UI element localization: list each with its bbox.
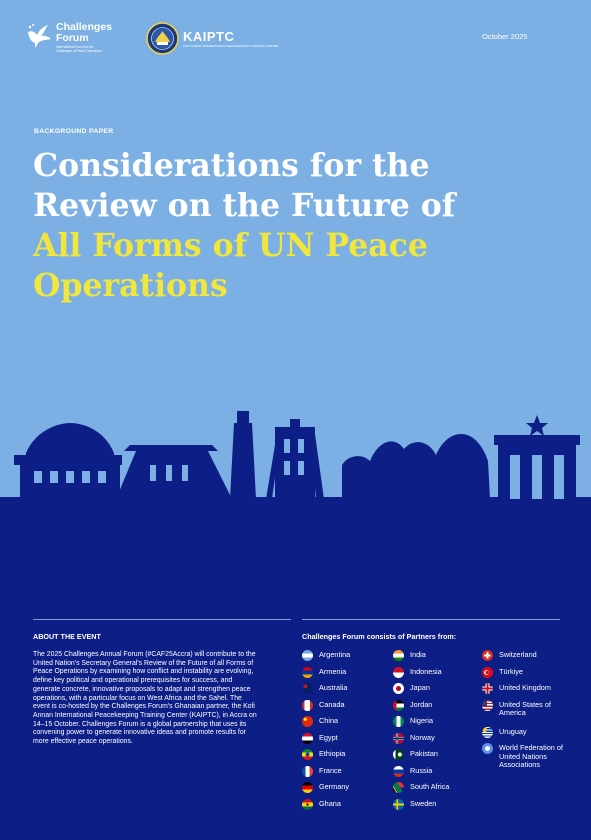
partner-item [302,650,350,667]
partner-name: Pakistan [410,749,438,758]
china-flag-icon [302,716,313,727]
russia-flag-icon [393,766,404,777]
partner-item [482,683,565,700]
title-line-4: Operations [33,267,228,304]
partner-name: Canada [319,699,345,709]
partner-item [393,667,449,684]
un-emblem-icon [482,743,493,754]
partner-item [302,782,350,799]
partner-item [393,749,449,766]
partners-column-3 [482,650,565,779]
germany-flag-icon [302,782,313,793]
partner-name: Switzerland [499,650,537,659]
brand-line-1: Challenges [56,21,113,33]
kaiptc-seal-icon [146,22,179,55]
canada-flag-icon [302,700,313,711]
partner-item [393,650,449,667]
dove-icon [26,22,52,50]
partner-name: United States of America [499,699,551,718]
partners-column-2 [393,650,449,815]
pakistan-flag-icon [393,749,404,760]
united-states-flag-icon [482,700,493,711]
partner-item [302,716,350,733]
france-flag-icon [302,766,313,777]
partner-name: China [319,716,339,725]
united-kingdom-flag-icon [482,683,493,694]
partner-item [302,749,350,766]
partner-name: Argentina [319,650,351,659]
partner-name: Sweden [410,798,437,808]
partner-item [393,782,449,799]
title-line-3: All Forms of UN Peace [33,227,428,264]
partner-name: Egypt [319,732,338,742]
armenia-flag-icon [302,667,313,678]
about-body: The 2025 Challenges Annual Forum (#CAF25Accra) will contribute to the United Nation's Secretary General's Review of the Future of all Forms of Peace Operations by examining how conflict and instability are evolving, define key political and operational prerequisites for success, and generate concrete, innovative proposals to adapt and strengthen peace operations, with a particular focus on West Africa and the Sahel. The event is co-hosted by the Challenges Forum's Ghanaian partner, the Kofi Annan International Peacekeeping Training Center (KAIPTC), in Accra on 14–15 October. Challenges Forum is a global partnership that uses its convening power to generate innovative ideas and promote results for more effective peace operations. [33,651,257,746]
partner-name: Norway [410,732,435,742]
section-divider-right [302,619,560,620]
jordan-flag-icon [393,700,404,711]
partner-item [482,727,565,744]
partner-item [482,667,565,684]
partner-item [393,716,449,733]
partner-item [302,766,350,783]
partners-column-1 [302,650,350,815]
switzerland-flag-icon [482,650,493,661]
partner-name: World Federation of United Nations Associations [499,743,563,770]
india-flag-icon [393,650,404,661]
partner-item [302,733,350,750]
kaiptc-wordmark: KAIPTC [183,28,235,44]
brand-tagline: International Forum for the Challenges of Peace Operations [56,45,102,53]
about-heading: ABOUT THE EVENT [33,632,101,641]
uruguay-flag-icon [482,727,493,738]
japan-flag-icon [393,683,404,694]
partner-name: Australia [319,683,348,692]
partner-name: Ethiopia [319,749,346,758]
norway-flag-icon [393,733,404,744]
ghana-flag-icon [302,799,313,810]
nigeria-flag-icon [393,716,404,727]
accra-skyline-illustration [0,405,591,505]
partner-item [393,733,449,750]
partner-name: South Africa [410,782,450,791]
partner-name: India [410,650,426,659]
australia-flag-icon [302,683,313,694]
sweden-flag-icon [393,799,404,810]
section-divider-left [33,619,291,620]
partner-name: Türkiye [499,666,523,676]
partner-item [302,667,350,684]
partner-name: Jordan [410,699,433,709]
partner-item [482,743,565,779]
partner-name: Armenia [319,666,347,676]
partner-item [302,700,350,717]
partner-item [482,650,565,667]
partner-item [302,799,350,816]
south-africa-flag-icon [393,782,404,793]
partner-name: Russia [410,765,433,775]
challenges-forum-logo [26,22,112,53]
document-type-label: BACKGROUND PAPER [34,128,114,135]
partner-name: United Kingdom [499,683,551,692]
brand-line-2: Forum [56,32,89,44]
partner-item [393,799,449,816]
egypt-flag-icon [302,733,313,744]
indonesia-flag-icon [393,667,404,678]
partner-item [393,766,449,783]
partner-name: Japan [410,683,430,692]
publication-date: October 2025 [482,32,528,41]
partner-name: Ghana [319,798,341,808]
ethiopia-flag-icon [302,749,313,760]
kaiptc-subtitle: KOFI ANNAN INTERNATIONAL PEACEKEEPING TRAINING CENTRE [183,43,279,48]
partner-name: Uruguay [499,726,527,736]
title-line-2: Review on the Future of [33,187,456,224]
argentina-flag-icon [302,650,313,661]
partner-item [393,700,449,717]
partner-item [302,683,350,700]
partner-item [482,700,565,727]
kaiptc-logo [146,22,278,55]
partner-name: Indonesia [410,666,442,676]
partner-name: France [319,765,342,775]
partners-heading: Challenges Forum consists of Partners from: [302,632,457,641]
cover-title [33,146,503,306]
partner-name: Nigeria [410,716,434,725]
turkiye-flag-icon [482,667,493,678]
title-line-1: Considerations for the [33,147,430,184]
partner-item [393,683,449,700]
partner-name: Germany [319,782,350,791]
